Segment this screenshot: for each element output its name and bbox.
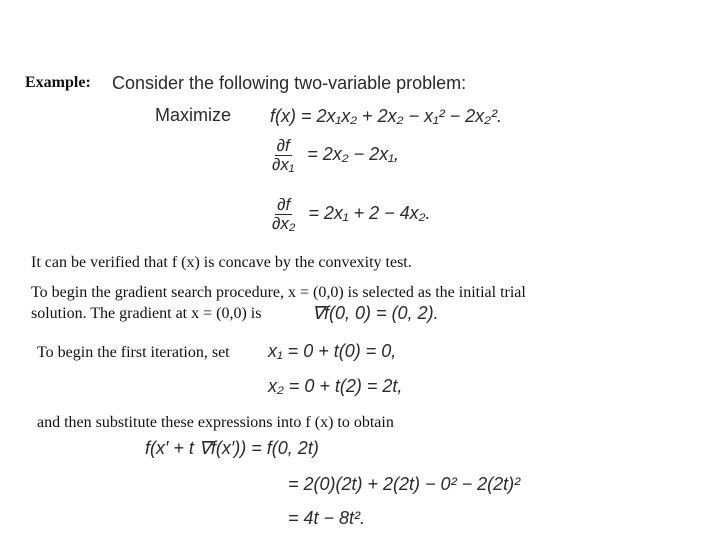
substitution-line3: = 4t − 8t². bbox=[288, 508, 366, 528]
gradient-intro-line1: To begin the gradient search procedure, x = (0,0) is selected as the initial trial bbox=[31, 284, 526, 301]
partial-derivative-x2 bbox=[270, 196, 431, 233]
partial-x2-denominator: ∂x₂ bbox=[272, 213, 296, 233]
maximize-word: Maximize bbox=[155, 105, 232, 125]
partial-x2-rhs: = 2x₁ + 2 − 4x₂. bbox=[308, 203, 431, 224]
partial-derivative-x1 bbox=[270, 137, 399, 174]
example-label: Example: bbox=[25, 74, 91, 91]
concavity-statement: It can be verified that f (x) is concave by the convexity test. bbox=[31, 254, 412, 271]
objective-function: f(x) = 2x₁x₂ + 2x₂ − x₁² − 2x₂². bbox=[270, 106, 503, 126]
substitution-line1: f(x′ + t ∇f(x′)) = f(0, 2t) bbox=[145, 438, 319, 458]
partial-x1-rhs: = 2x₂ − 2x₁, bbox=[307, 144, 399, 165]
partial-x1-numerator: ∂f bbox=[276, 136, 290, 155]
first-iteration-text: To begin the first iteration, set bbox=[37, 344, 230, 361]
substitute-text: and then substitute these expressions into f (x) to obtain bbox=[37, 414, 394, 431]
substitution-line2: = 2(0)(2t) + 2(2t) − 0² − 2(2t)² bbox=[288, 474, 521, 494]
gradient-value: ∇f(0, 0) = (0, 2). bbox=[312, 303, 439, 323]
x1-expression: x₁ = 0 + t(0) = 0, bbox=[268, 341, 397, 361]
partial-x1-denominator: ∂x₁ bbox=[272, 154, 295, 174]
intro-text: Consider the following two-variable problem: bbox=[112, 73, 467, 93]
gradient-intro-line2: solution. The gradient at x = (0,0) is bbox=[31, 305, 262, 322]
x2-expression: x₂ = 0 + t(2) = 2t, bbox=[268, 376, 403, 396]
partial-x2-numerator: ∂f bbox=[277, 195, 291, 214]
